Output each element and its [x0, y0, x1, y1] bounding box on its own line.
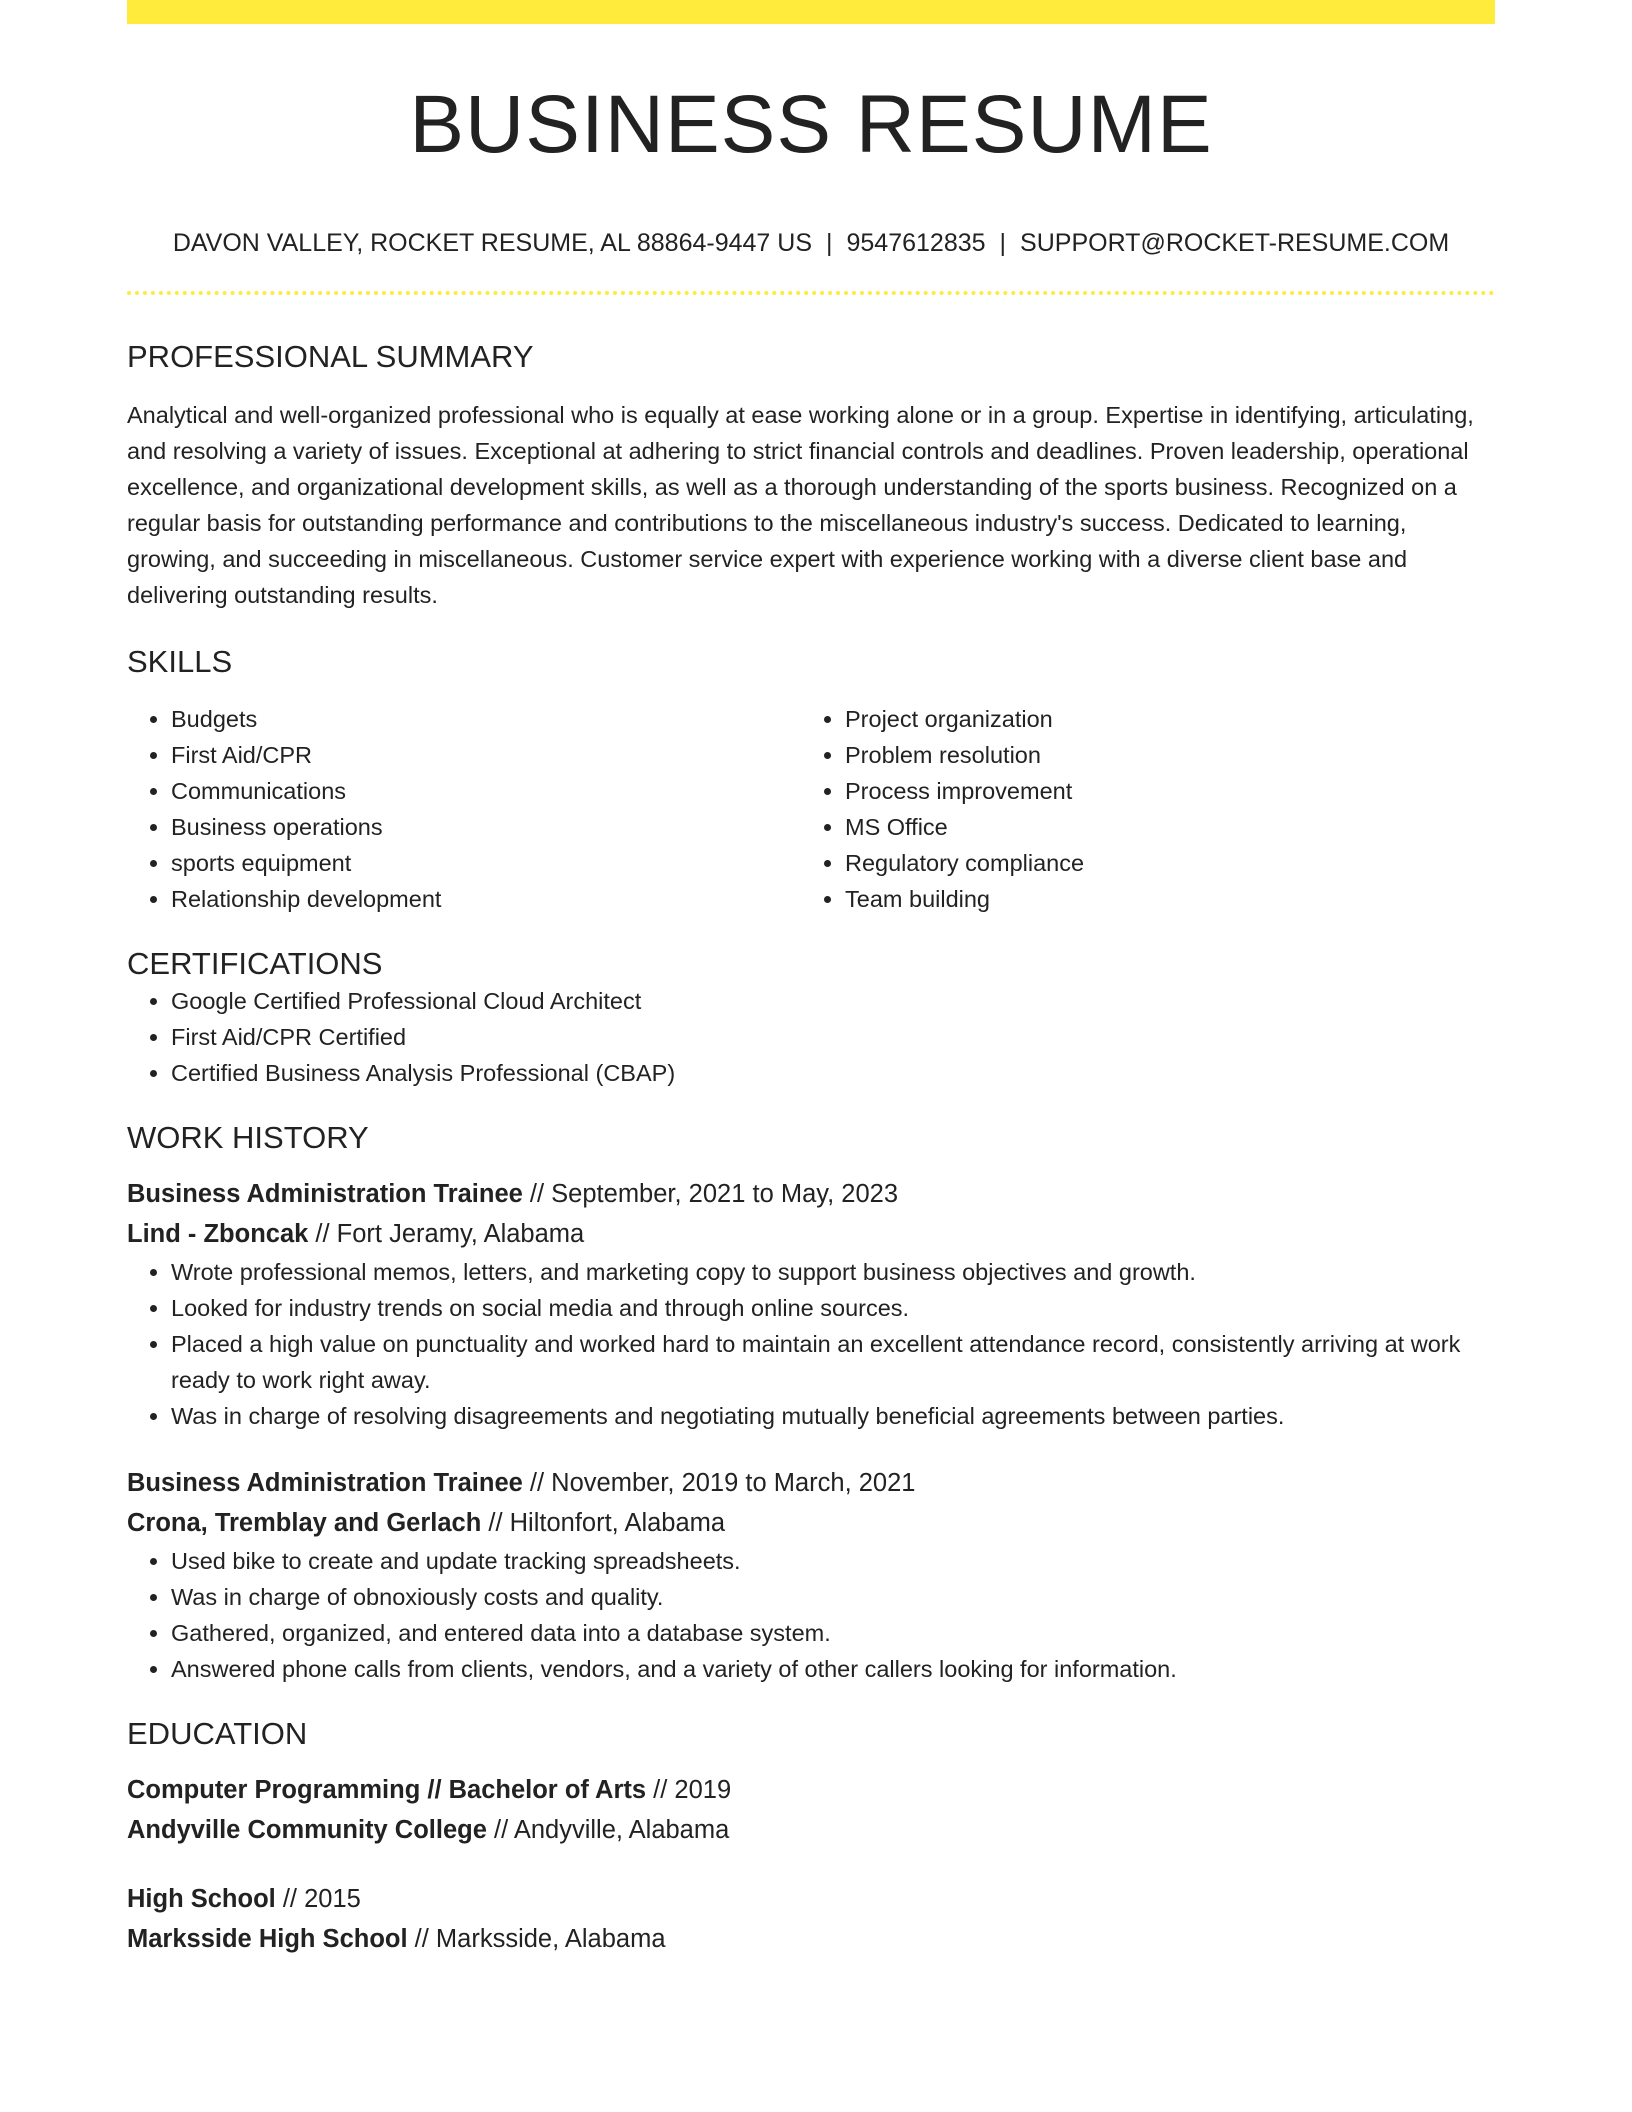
- job-location: // Hiltonfort, Alabama: [488, 1508, 726, 1537]
- skill-item: • Team building: [845, 881, 1475, 917]
- resume-page: [127, 0, 1495, 1959]
- certifications-list: [127, 983, 1495, 1091]
- skill-item: • Regulatory compliance: [845, 845, 1475, 881]
- job-bullet: • Answered phone calls from clients, vendors, and a variety of other callers looking for information.: [171, 1651, 1495, 1687]
- education-heading: EDUCATION: [127, 1715, 308, 1751]
- job-title-line: [127, 1174, 1495, 1214]
- education-location: // Andyville, Alabama: [493, 1815, 730, 1844]
- skill-item: • Problem resolution: [845, 737, 1475, 773]
- education-school-line: [127, 1919, 1495, 1959]
- contact-separator: |: [999, 229, 1007, 257]
- education-degree: Computer Programming // Bachelor of Arts: [127, 1775, 647, 1804]
- education-school: Marksside High School: [127, 1924, 408, 1953]
- job-bullet: • Was in charge of resolving disagreements and negotiating mutually beneficial agreements between parties.: [171, 1398, 1495, 1434]
- job-bullet: • Wrote professional memos, letters, and marketing copy to support business objectives and growth.: [171, 1254, 1495, 1290]
- job-title-line: [127, 1463, 1495, 1503]
- job-dates: // September, 2021 to May, 2023: [529, 1179, 899, 1208]
- resume-title: BUSINESS RESUME: [409, 79, 1213, 170]
- education-location: // Marksside, Alabama: [414, 1924, 666, 1953]
- job-location: // Fort Jeramy, Alabama: [315, 1219, 585, 1248]
- summary-text: Analytical and well-organized professional who is equally at ease working alone or in a group. Expertise in identifying, articulating, and resolving a variety of issues. Exceptional at adhering to strict financial controls and deadlines. Proven leadership, operational excellence, and organizational development skills, as well as a thorough understanding of the sports business. Recognized on a regular basis for outstanding performance and contributions to the miscellaneous industry's success. Dedicated to learning, growing, and succeeding in miscellaneous. Customer service expert with experience working with a diverse client base and delivering outstanding results.: [127, 402, 1474, 609]
- skill-item: • Process improvement: [845, 773, 1475, 809]
- certification-item: • Certified Business Analysis Professional (CBAP): [171, 1055, 1495, 1091]
- certification-item: • First Aid/CPR Certified: [171, 1019, 1495, 1055]
- dotted-divider: [127, 291, 1495, 295]
- skills-list-left: [127, 701, 801, 917]
- skill-item: • Relationship development: [171, 881, 801, 917]
- education-year: // 2019: [653, 1775, 732, 1804]
- skills-list-right: [801, 701, 1475, 917]
- job-bullets: [127, 1254, 1495, 1434]
- education-year: // 2015: [282, 1884, 361, 1913]
- job-bullets: [127, 1543, 1495, 1687]
- job-company-line: [127, 1503, 1495, 1543]
- education-school-line: [127, 1810, 1495, 1850]
- contact-separator: |: [826, 229, 833, 257]
- job-title: Business Administration Trainee: [127, 1468, 523, 1497]
- job-bullet: • Was in charge of obnoxiously costs and quality.: [171, 1579, 1495, 1615]
- job-title: Business Administration Trainee: [127, 1179, 523, 1208]
- job-dates: // November, 2019 to March, 2021: [529, 1468, 916, 1497]
- job-company-line: [127, 1214, 1495, 1254]
- education-school: Andyville Community College: [127, 1815, 487, 1844]
- contact-phone: 9547612835: [846, 229, 986, 257]
- education-degree: High School: [127, 1884, 276, 1913]
- education-degree-line: [127, 1770, 1495, 1810]
- education-degree-line: [127, 1879, 1495, 1919]
- skill-item: • Communications: [171, 773, 801, 809]
- skill-item: • First Aid/CPR: [171, 737, 801, 773]
- job-entry: [127, 1463, 1495, 1687]
- certifications-heading: CERTIFICATIONS: [127, 946, 383, 982]
- skill-item: • MS Office: [845, 809, 1475, 845]
- job-company: Crona, Tremblay and Gerlach: [127, 1508, 482, 1537]
- skill-item: • Budgets: [171, 701, 801, 737]
- job-entry: [127, 1174, 1495, 1434]
- contact-email: SUPPORT@ROCKET-RESUME.COM: [1020, 229, 1450, 257]
- work-history-heading: WORK HISTORY: [127, 1119, 369, 1155]
- job-bullet: • Looked for industry trends on social media and through online sources.: [171, 1290, 1495, 1326]
- contact-line: [127, 228, 1495, 258]
- summary-heading: PROFESSIONAL SUMMARY: [127, 339, 534, 374]
- contact-address: DAVON VALLEY, ROCKET RESUME, AL 88864-9447 US: [172, 229, 812, 257]
- job-bullet: • Placed a high value on punctuality and worked hard to maintain an excellent attendance record, consistently arriving at work ready to work right away.: [171, 1326, 1495, 1398]
- job-company: Lind - Zboncak: [127, 1219, 309, 1248]
- job-bullet: • Gathered, organized, and entered data into a database system.: [171, 1615, 1495, 1651]
- skills-heading: SKILLS: [127, 644, 233, 680]
- top-accent-bar: [127, 0, 1495, 24]
- skill-item: • sports equipment: [171, 845, 801, 881]
- skill-item: • Project organization: [845, 701, 1475, 737]
- skills-grid: [127, 701, 1495, 917]
- education-entry: [127, 1879, 1495, 1959]
- certification-item: • Google Certified Professional Cloud Architect: [171, 983, 1495, 1019]
- education-entry: [127, 1770, 1495, 1850]
- skill-item: • Business operations: [171, 809, 801, 845]
- job-bullet: • Used bike to create and update tracking spreadsheets.: [171, 1543, 1495, 1579]
